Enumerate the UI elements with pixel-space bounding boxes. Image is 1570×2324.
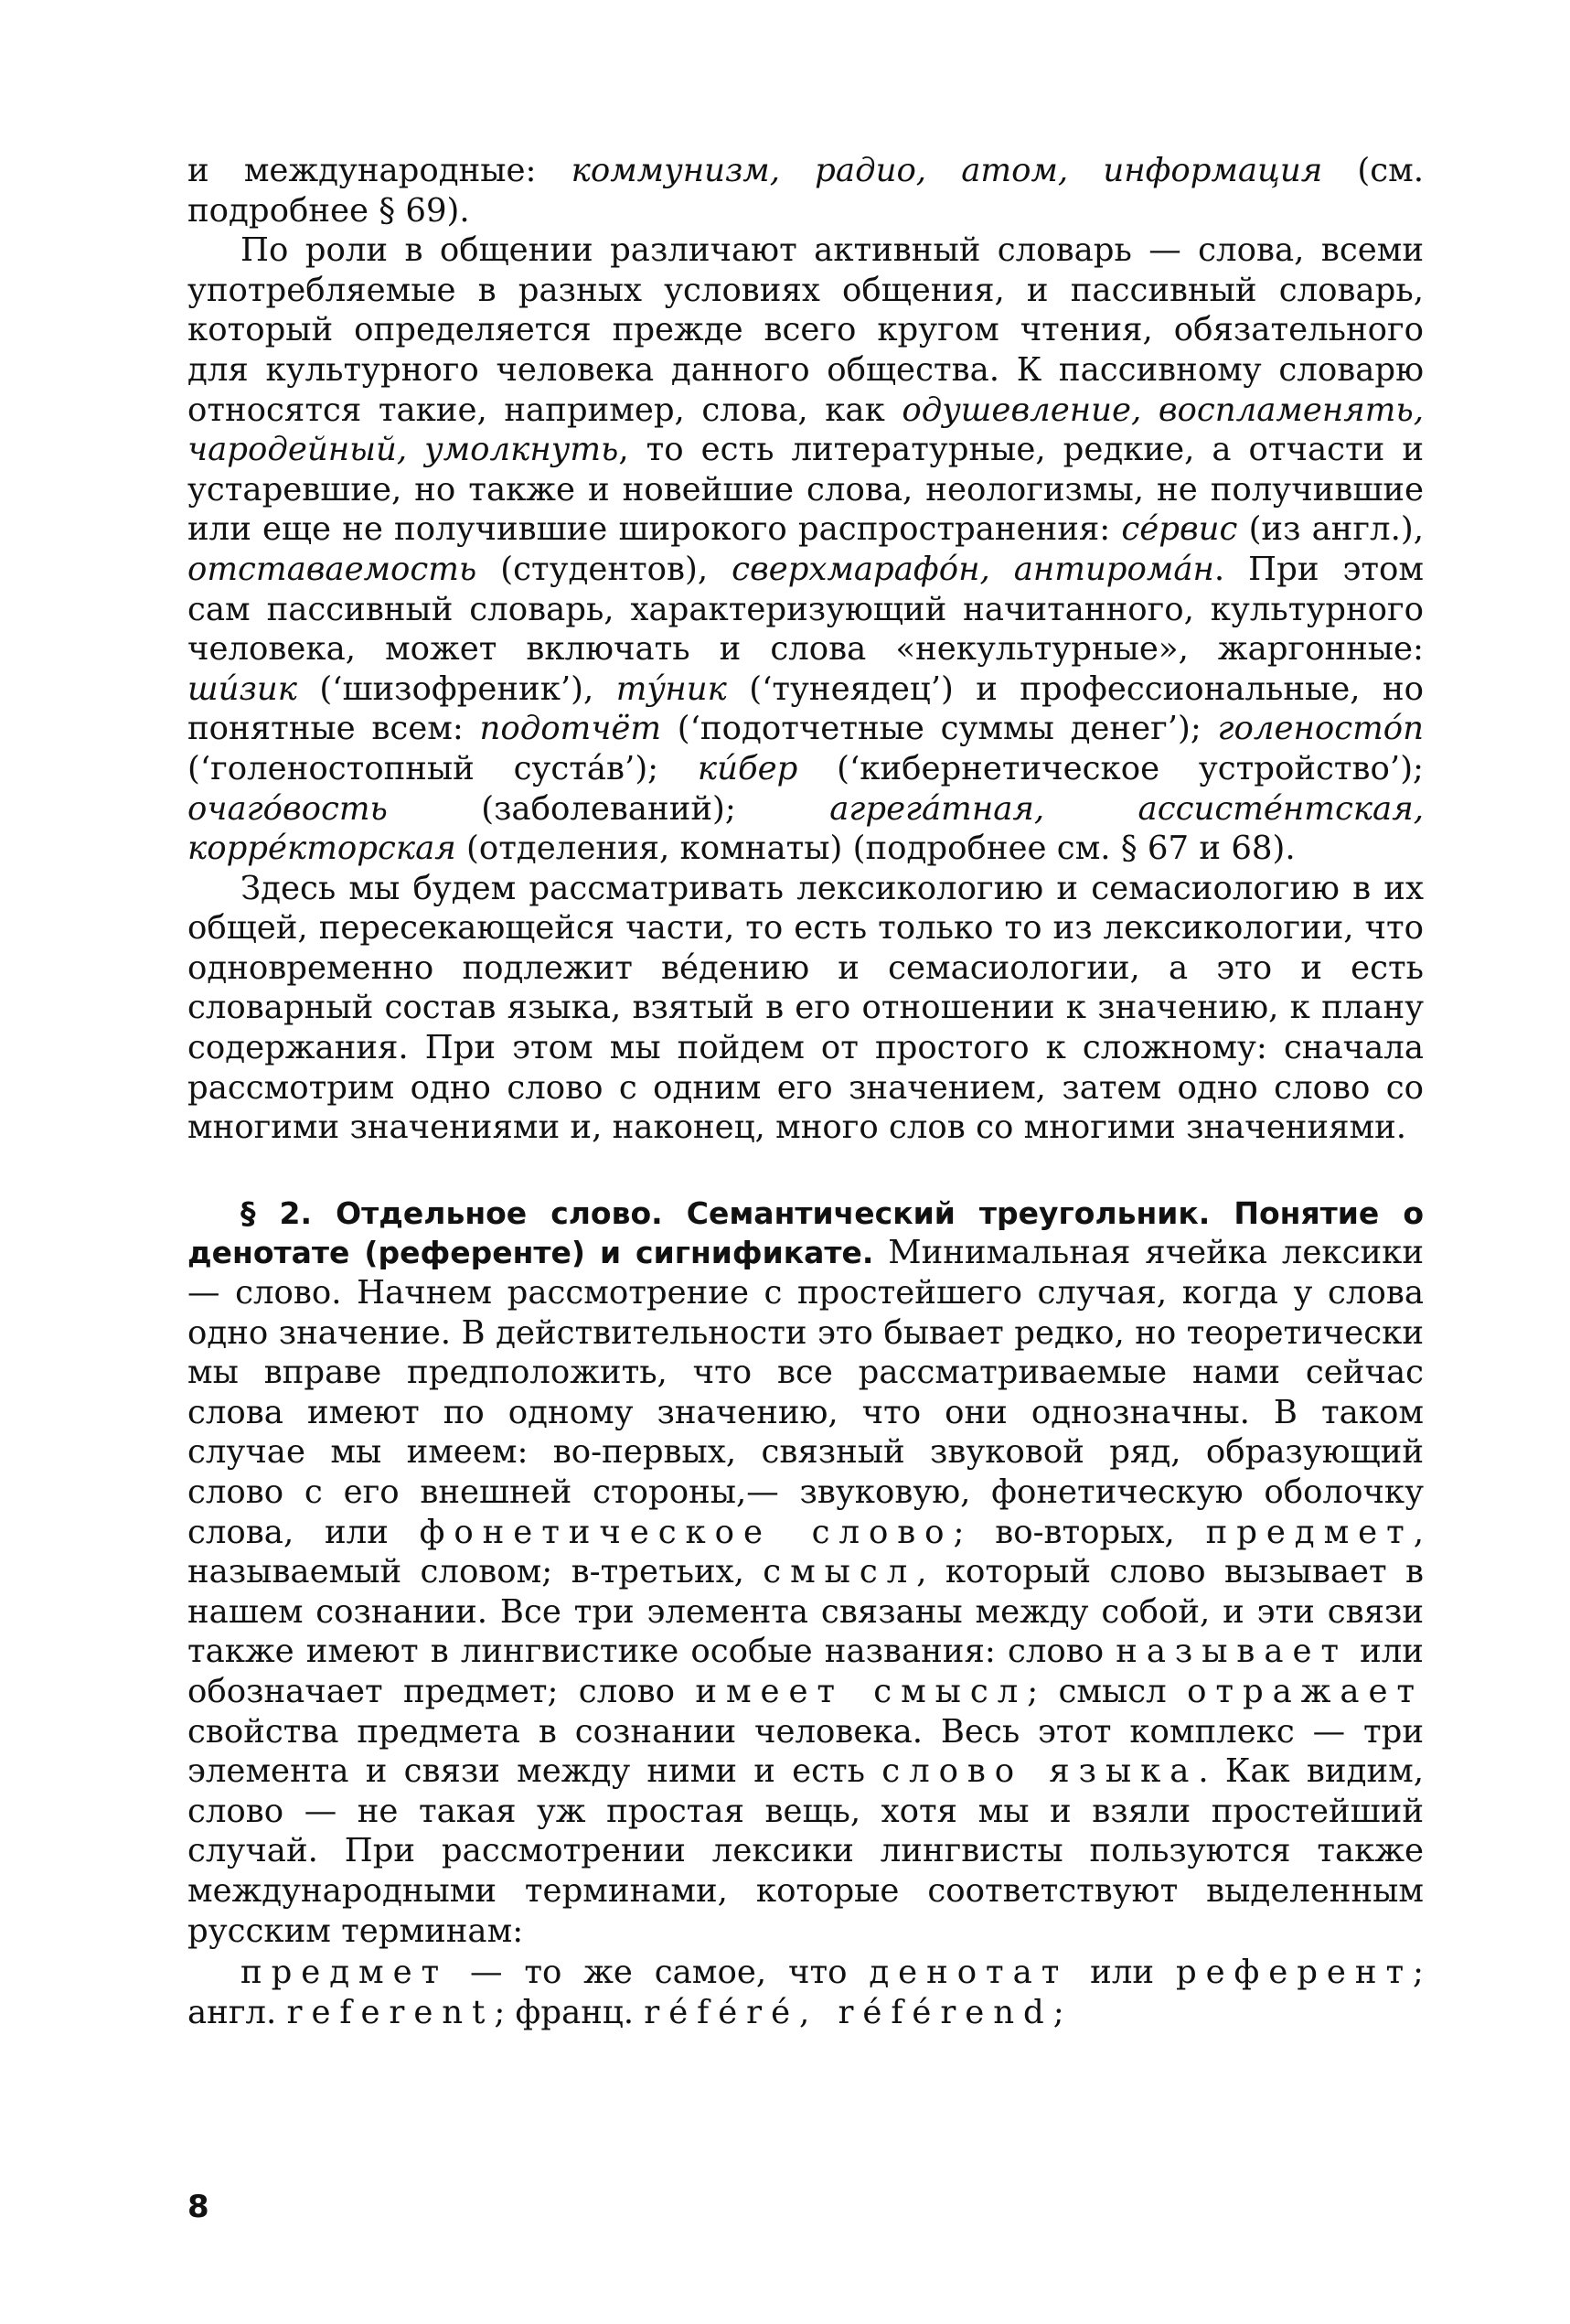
text-run: . Как видим, слово — не такая уж простая вещь, хотя мы и взяли простейший случай. При рассмотрении лексики лингвисты пользуются также международными терминами, которые соответствуют выделенным русским терминам:	[187, 1752, 1424, 1950]
spaced-term: фонетическое слово	[419, 1513, 954, 1551]
spaced-term: денотат	[869, 1954, 1069, 1992]
italic-example: сéрвис	[1121, 510, 1238, 549]
term-definition-line	[187, 1953, 1424, 2032]
text-run: . При этом сам пассивный словарь, характеризующий начитанного, культурного человека, может включать и слова «некультурные», жаргонные:	[187, 550, 1424, 669]
text-run: (‘подотчетные суммы денег’);	[661, 710, 1218, 748]
italic-example: агрегáтная, ассистéнтская, коррéкторская	[187, 789, 1424, 868]
italic-example: одушевление, воспламенять, чародейный, умолкнуть	[187, 391, 1424, 469]
text-run: , называемый словом; в-третьих,	[187, 1513, 1424, 1591]
spaced-term: имеет смысл	[695, 1672, 1028, 1710]
text-run: ;	[1052, 1993, 1064, 2031]
text-run: (см. подробнее § 69).	[187, 152, 1424, 230]
section-heading: § 2. Отдельное слово. Семантический треугольник. Понятие о денотате (референте) и сигнификате.	[187, 1194, 1424, 1271]
spaced-term: отражает	[1187, 1672, 1424, 1710]
text-run: (‘голеностопный сустáв’);	[187, 749, 698, 787]
text-run: , который слово вызывает в нашем сознании. Все три элемента связаны между собой, и эти связи также имеют в лингвистике особые названия: слово	[187, 1553, 1424, 1671]
page-number: 8	[187, 2189, 209, 2225]
italic-example: кúбер	[697, 749, 798, 787]
text-run: ; франц.	[494, 1993, 645, 2031]
spaced-term: референт	[1175, 1954, 1414, 1992]
text-run: и международные:	[187, 152, 571, 189]
italic-example: очагóвость	[187, 789, 388, 828]
italic-example: шúзик	[187, 669, 297, 708]
italic-example: отставаемость	[187, 550, 477, 588]
italic-example: коммунизм, радио, атом, информация	[571, 152, 1323, 189]
italic-example: подотчёт	[479, 710, 662, 748]
spaced-term: предмет	[240, 1954, 449, 1992]
text-run: По роли в общении различают активный словарь — слова, всеми употребляемые в разных условиях общения, и пассивный словарь, который определяется прежде всего кругом чтения, обязательного для культурного человека данного общества. К пассивному словарю относятся такие, например, слова, как	[187, 231, 1424, 429]
text-run: (заболеваний);	[387, 789, 830, 828]
italic-example: голеностóп	[1217, 710, 1424, 748]
text-run: (‘шизофреник’),	[296, 669, 616, 708]
text-run: (из англ.),	[1237, 510, 1424, 549]
text-run: Минимальная ячейка лексики — слово. Начнем рассмотрение с простейшего случая, когда у слова одно значение. В действительности это бывает редко, но теоретически мы вправе предположить, что все рассматриваемые нами сейчас слова имеют по одному значению, что они однозначны. В таком случае мы имеем: во-первых, связный звуковой ряд, образующий слово с его внешней стороны,— звуковую, фонетическую оболочку слова, или	[187, 1234, 1424, 1551]
paragraph-passive-vocabulary	[187, 230, 1424, 869]
italic-example: сверхмарафóн, антиромáн	[732, 550, 1214, 588]
paragraph-intro	[187, 151, 1424, 230]
spaced-term: предмет	[1205, 1513, 1414, 1551]
text-run: (студентов),	[476, 550, 732, 588]
spaced-term: référé, référend	[644, 1993, 1053, 2031]
spaced-term: слово языка	[881, 1752, 1199, 1791]
text-run: свойства предмета в сознании человека. Весь этот комплекс — три элемента и связи между ними и есть	[187, 1712, 1424, 1791]
text-run: (‘кибернетическое устройство’);	[797, 749, 1425, 787]
text-run: (отделения, комнаты) (подробнее см. § 67 и 68).	[455, 830, 1296, 868]
text-run: или	[1068, 1954, 1176, 1992]
text-run: — то же самое, что	[448, 1954, 870, 1992]
text-run: или обозначает предмет; слово	[187, 1633, 1424, 1710]
spaced-term: смысл	[763, 1553, 917, 1591]
spaced-term: referent	[286, 1993, 495, 2031]
spaced-term: называет	[1116, 1633, 1348, 1671]
text-run: (‘тунеядец’) и профессиональные, но понятные всем:	[187, 669, 1424, 748]
section-2-paragraph	[187, 1194, 1424, 1951]
italic-example: тýник	[615, 669, 727, 708]
text-run: ; англ.	[187, 1954, 1424, 2031]
text-run: , то есть литературные, редкие, а отчасти и устаревшие, но также и новейшие слова, неологизмы, не получившие или еще не получившие широкого распространения:	[187, 431, 1424, 549]
paragraph-lexicology-scope: Здесь мы будем рассматривать лексикологию и семасиологию в их общей, пересекающейся части, то есть только то из лексикологии, что одновременно подлежит вéдению и семасиологии, а это и есть словарный состав языка, взятый в его отношении к значению, к плану содержания. При этом мы пойдем от простого к сложному: сначала рассмотрим одно слово с одним его значением, затем одно слово со многими значениями и, наконец, много слов со многими значениями.	[187, 869, 1424, 1147]
text-run: ; во-вторых,	[953, 1513, 1206, 1551]
text-run: ; смысл	[1027, 1672, 1188, 1710]
